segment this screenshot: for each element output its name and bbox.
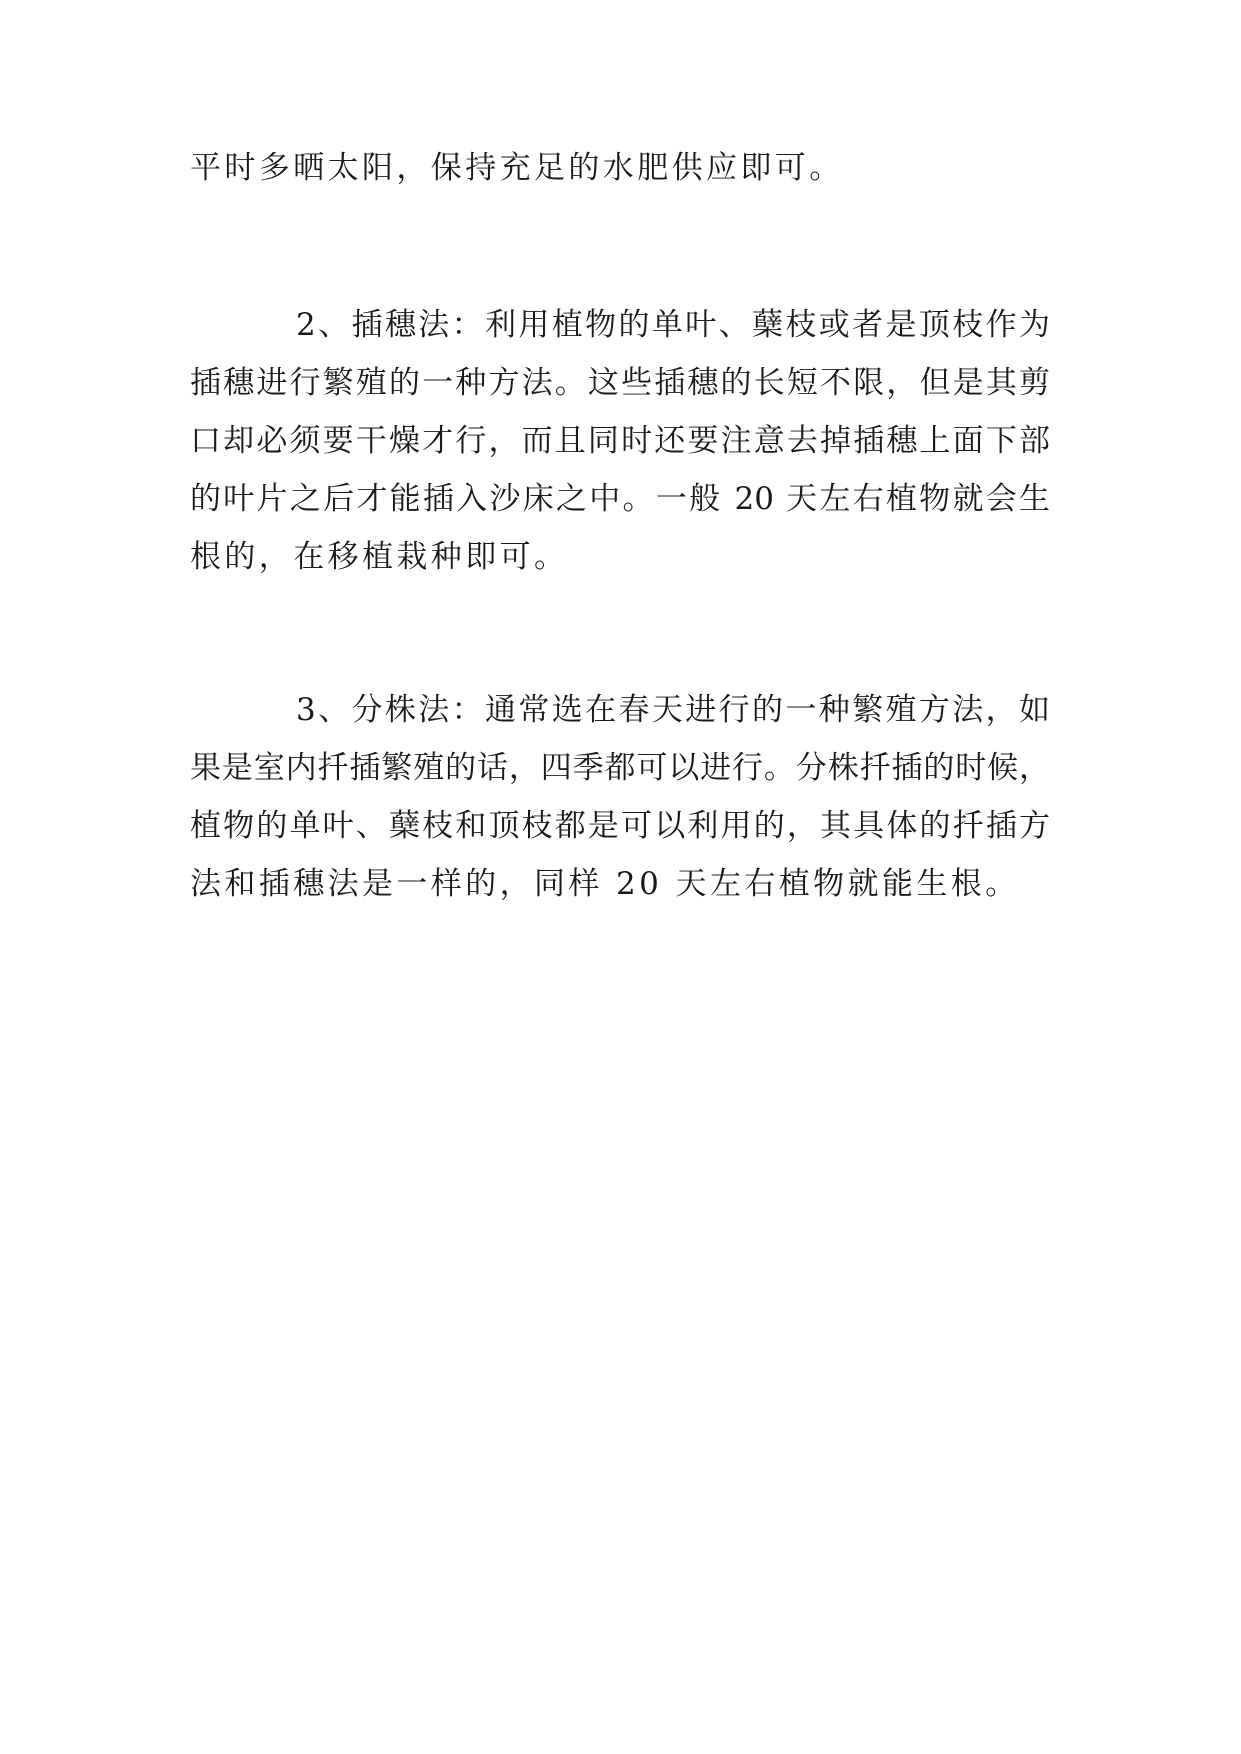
paragraph-line: 插穗进行繁殖的一种方法。这些插穗的长短不限，但是其剪 [190,365,1050,401]
paragraph-line: 口却必须要干燥才行，而且同时还要注意去掉插穗上面下部 [190,423,1050,459]
paragraph-line: 的叶片之后才能插入沙床之中。一般 20 天左右植物就会生 [190,481,1050,517]
paragraph-line: 2、插穗法：利用植物的单叶、蘖枝或者是顶枝作为 [296,307,1050,343]
paragraph-line: 法和插穗法是一样的，同样 20 天左右植物就能生根。 [190,866,1020,902]
paragraph-line: 果是室内扦插繁殖的话，四季都可以进行。分株扦插的时候， [190,750,1050,786]
intro-line: 平时多晒太阳，保持充足的水肥供应即可。 [190,150,844,186]
paragraph-line: 3、分株法：通常选在春天进行的一种繁殖方法，如 [296,692,1050,728]
paragraph-line: 植物的单叶、蘖枝和顶枝都是可以利用的，其具体的扦插方 [190,808,1050,844]
paragraph-line: 根的，在移植栽种即可。 [190,539,569,575]
